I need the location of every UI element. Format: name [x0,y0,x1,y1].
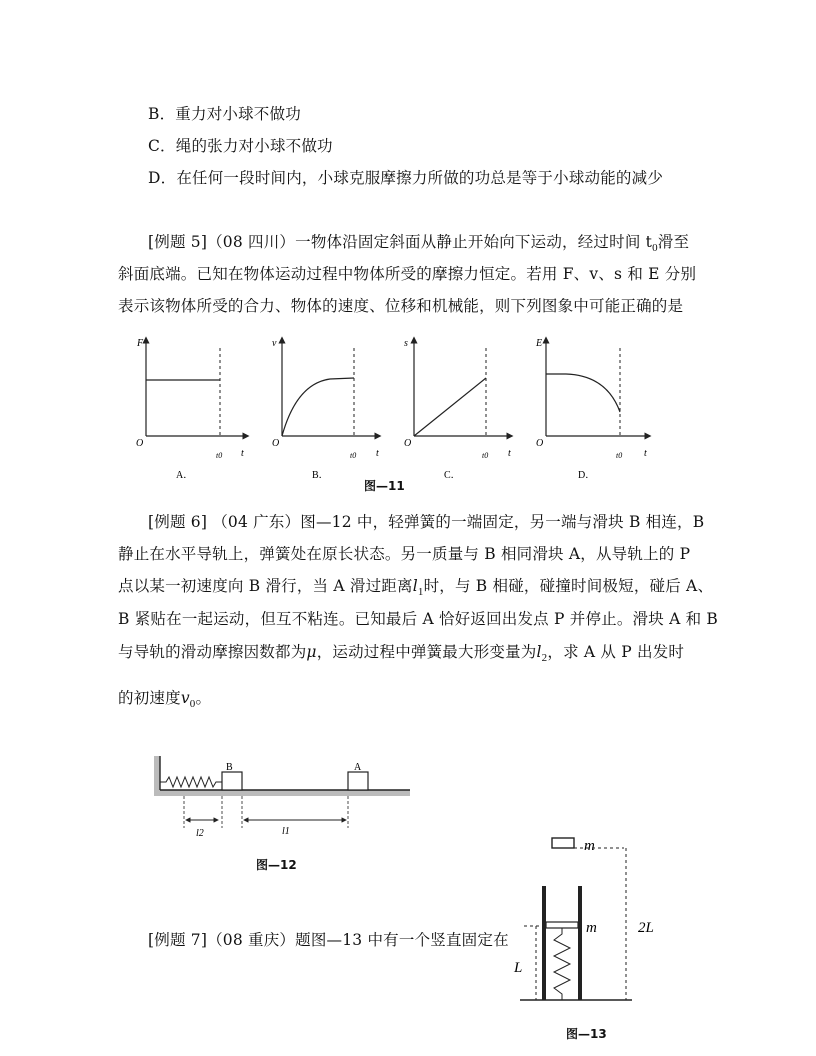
mass-mid [546,922,578,928]
block-b-label: B [226,762,233,773]
graph-d [535,338,648,481]
example7-line1: [例题 7]（08 重庆）题图—13 中有一个竖直固定在 [148,931,509,949]
example6-line6 [118,686,211,710]
example6-line5-c: ，求 A 从 P 出发时 [547,643,685,661]
graph-c-origin: O [404,438,412,449]
example6-mu: μ [306,643,317,661]
graph-d-curve [546,374,620,412]
tube-spring [554,928,570,1000]
height-2l-label: 2L [638,920,654,936]
example6-line5-b: ，运动过程中弹簧最大形变量为 [316,643,537,661]
graph-c-ylabel: s [404,338,408,349]
graph-b-origin: O [272,438,280,449]
graph-b-t0: t0 [350,451,357,460]
figure-11 [0,330,816,500]
graph-d-option: D． [578,470,596,481]
graph-b-ylabel: v [272,338,277,349]
graph-c [404,338,511,481]
dist-l2-label: l2 [196,828,204,839]
figure-12-caption: 图—12 [256,858,297,872]
example6-sub-0: 0 [189,698,196,711]
graph-b-option: B． [312,470,329,481]
example6-sub-1: 1 [417,586,424,599]
example5-text-a: [例题 5]（08 四川）一物体沿固定斜面从静止开始向下运动，经过时间 t [148,233,653,251]
dist-l1-label: l1 [282,826,290,837]
mass-top-label: m [584,838,595,854]
graph-c-option: C． [444,470,461,481]
example5-line2: 斜面底端。已知在物体运动过程中物体所受的摩擦力恒定。若用 F、v、s 和 E 分别 [118,265,697,283]
option-b: B．重力对小球不做功 [148,105,301,123]
graph-a-origin: O [136,438,144,449]
example6-var-v: v [180,689,190,707]
figure-13 [500,828,670,1008]
graph-a [136,338,246,481]
graph-d-ylabel: E [536,338,543,349]
example5-sub: 0 [652,242,658,255]
height-l-label: L [514,960,523,976]
example6-sub-2: 2 [541,652,548,665]
figure-13-caption: 图—13 [566,1027,607,1041]
block-b [222,772,242,790]
graph-d-origin: O [536,438,544,449]
graph-a-t0: t0 [216,451,223,460]
example6-var-l2: l [536,643,542,661]
example6-var-l1: l [412,577,418,595]
spring [160,777,222,787]
example5-line1 [148,230,689,254]
graph-a-xlabel: t [241,448,244,459]
graph-d-xlabel: t [644,448,647,459]
example5-text-b: 滑至 [657,233,690,251]
graph-d-t0: t0 [616,451,623,460]
mass-top [552,838,574,848]
graph-c-xlabel: t [508,448,511,459]
example6-line3 [118,574,713,598]
graph-a-ylabel: F [137,338,144,349]
figure-11-caption: 图—11 [364,479,405,493]
example6-line3-a: 点以某一初速度向 B 滑行，当 A 滑过距离 [118,577,413,595]
example6-line2: 静止在水平导轨上，弹簧处在原长状态。另一质量与 B 相同滑块 A，从导轨上的 P [118,545,691,563]
example6-line4: B 紧贴在一起运动，但互不粘连。已知最后 A 恰好返回出发点 P 并停止。滑块 A 和 B [118,610,719,628]
example6-line6-a: 的初速度 [118,689,181,707]
block-a [348,772,368,790]
block-a-label: A [354,762,362,773]
example6-line1: [例题 6] （04 广东）图—12 中，轻弹簧的一端固定，另一端与滑块 B 相连，B [148,513,705,531]
example6-line6-b: 。 [195,689,212,707]
graph-b [272,338,379,481]
example6-line3-b: 时，与 B 相碰，碰撞时间极短，碰后 A、 [423,577,714,595]
example5-line3: 表示该物体所受的合力、物体的速度、位移和机械能，则下列图象中可能正确的是 [118,297,684,315]
graph-c-t0: t0 [482,451,489,460]
graph-b-xlabel: t [376,448,379,459]
example6-line5-a: 与导轨的滑动摩擦因数都为 [118,643,307,661]
option-d: D．在任何一段时间内，小球克服摩擦力所做的功总是等于小球动能的减少 [148,169,664,187]
example6-line5 [118,640,684,664]
graph-a-option: A． [176,470,194,481]
graph-c-curve [414,378,486,436]
mass-mid-label: m [586,920,597,936]
figure-12 [148,752,448,852]
graph-b-curve [282,378,354,436]
option-c: C．绳的张力对小球不做功 [148,137,333,155]
